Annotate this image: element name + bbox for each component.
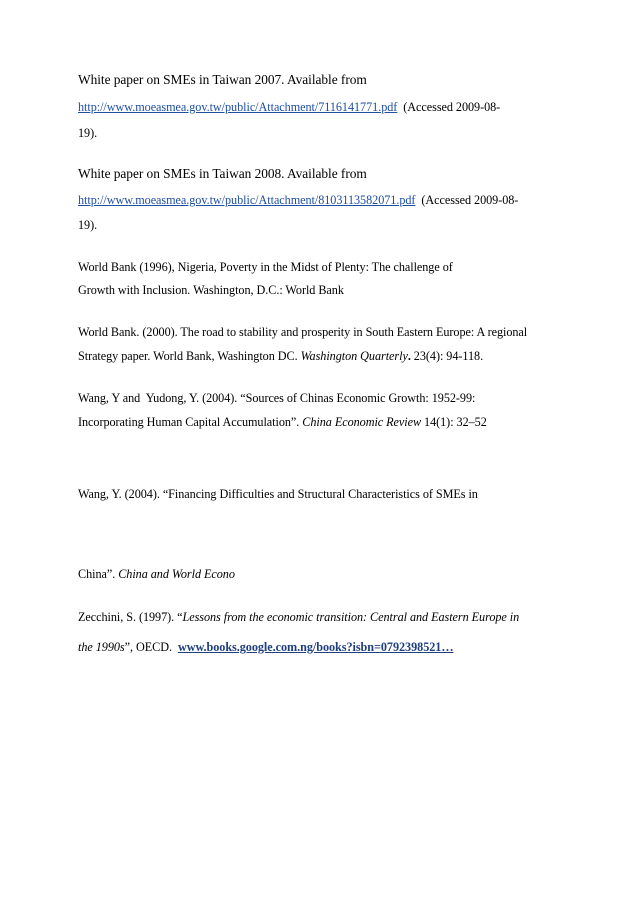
reference-text: 19).: [78, 218, 98, 232]
reference-text: 23(4): 94-118.: [410, 349, 484, 363]
reference-3-line-2: [78, 281, 344, 299]
reference-text: Wang, Y. (2004). “Financing Difficulties and Structural Characteristics of SMEs in: [78, 487, 478, 501]
reference-link[interactable]: http://www.moeasmea.gov.tw/public/Attachment/7116141771.pdf: [78, 100, 398, 114]
reference-text: .: [407, 349, 411, 363]
reference-link[interactable]: http://www.moeasmea.gov.tw/public/Attachment/8103113582071.pdf: [78, 193, 416, 207]
reference-2-line-1: [78, 165, 367, 183]
reference-text: China”.: [78, 567, 119, 581]
reference-text: 19).: [78, 126, 98, 140]
reference-2-line-2: [78, 191, 518, 209]
reference-text: World Bank (1996), Nigeria, Poverty in the Midst of Plenty: The challenge of: [78, 260, 453, 274]
reference-7-line-1: [78, 565, 235, 583]
reference-text: ”, OECD.: [124, 640, 178, 654]
reference-text: White paper on SMEs in Taiwan 2007. Available from: [78, 72, 367, 87]
reference-1-line-1: [78, 71, 367, 89]
reference-5-line-2: [78, 413, 487, 431]
reference-text: (Accessed 2009-08-: [415, 193, 519, 207]
reference-text: (Accessed 2009-08-: [397, 100, 501, 114]
reference-text: Zecchini, S. (1997). “: [78, 610, 183, 624]
reference-text: World Bank. (2000). The road to stability and prosperity in South Eastern Europe: A regional: [78, 325, 528, 339]
journal-title: China and World Econo: [118, 567, 235, 581]
reference-text: Incorporating Human Capital Accumulation”.: [78, 415, 303, 429]
reference-5-line-1: [78, 389, 475, 407]
reference-text: 14(1): 32–52: [421, 415, 487, 429]
reference-link[interactable]: www.books.google.com.ng/books?isbn=0792398521…: [177, 640, 454, 654]
journal-title: China Economic Review: [302, 415, 422, 429]
book-title: the 1990s: [78, 640, 125, 654]
reference-8-line-1: [78, 608, 519, 626]
reference-1-line-2: [78, 98, 500, 116]
reference-8-line-2: [78, 638, 453, 656]
reference-1-line-3: [78, 124, 97, 142]
reference-6-line-1: [78, 485, 478, 503]
reference-text: Growth with Inclusion. Washington, D.C.: World Bank: [78, 283, 344, 297]
book-title: Lessons from the economic transition: Central and Eastern Europe in: [182, 610, 520, 624]
reference-text: Wang, Y and Yudong, Y. (2004). “Sources of Chinas Economic Growth: 1952-99:: [78, 391, 476, 405]
reference-text: White paper on SMEs in Taiwan 2008. Available from: [78, 166, 367, 181]
journal-title: Washington Quarterly: [300, 349, 408, 363]
reference-3-line-1: [78, 258, 453, 276]
reference-text: Strategy paper. World Bank, Washington DC.: [78, 349, 301, 363]
reference-2-line-3: [78, 216, 97, 234]
reference-4-line-2: [78, 347, 483, 365]
reference-4-line-1: [78, 323, 527, 341]
